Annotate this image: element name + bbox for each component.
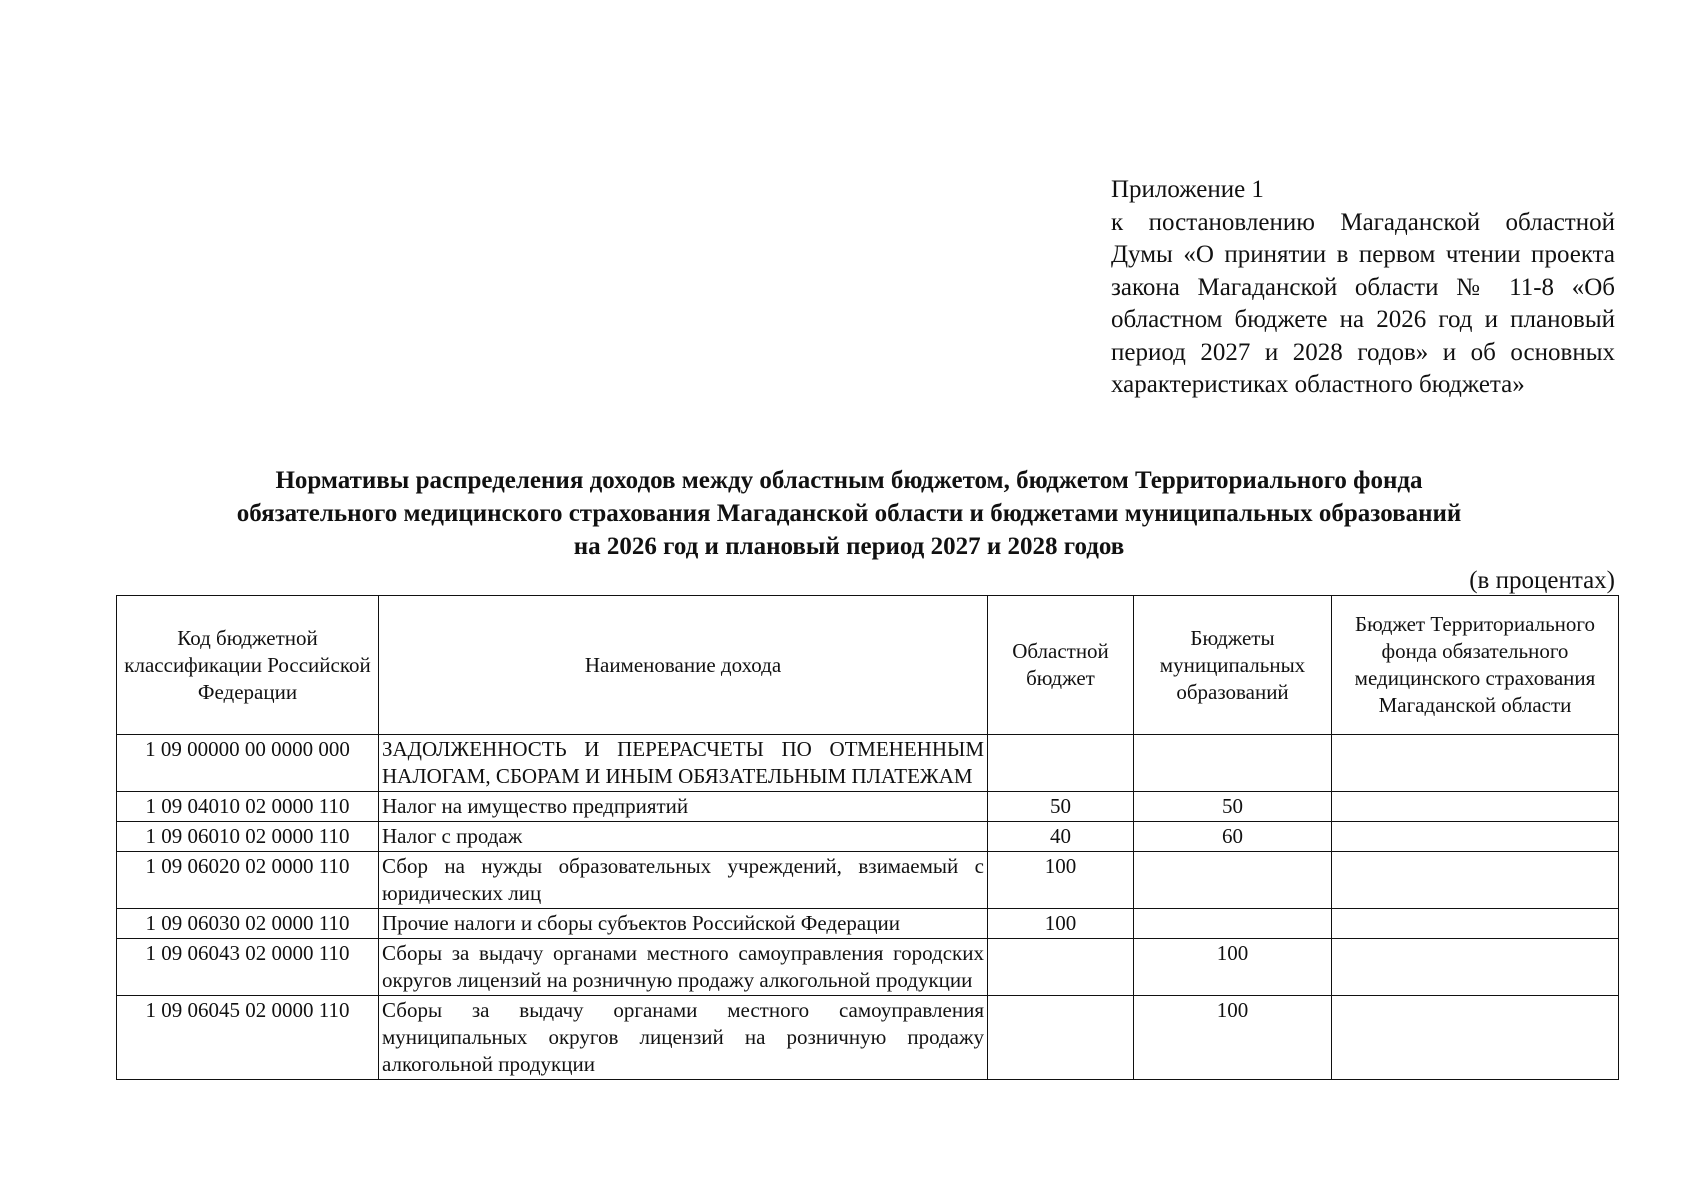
cell-income-name: Налог на имущество предприятий — [379, 792, 988, 822]
cell-municipal — [1134, 909, 1332, 939]
cell-municipal: 100 — [1134, 939, 1332, 996]
cell-fund — [1332, 735, 1619, 792]
cell-municipal: 100 — [1134, 996, 1332, 1080]
units-note: (в процентах) — [1469, 567, 1615, 594]
table-row — [117, 909, 1619, 939]
table-row — [117, 822, 1619, 852]
cell-regional — [988, 996, 1134, 1080]
cell-income-name: Сборы за выдачу органами местного самоуправления муниципальных округов лицензий на розничную продажу алкогольной продукции — [379, 996, 988, 1080]
table-header-row — [117, 596, 1619, 735]
cell-regional: 40 — [988, 822, 1134, 852]
cell-code: 1 09 06043 02 0000 110 — [117, 939, 379, 996]
cell-income-name: Прочие налоги и сборы субъектов Российской Федерации — [379, 909, 988, 939]
cell-regional: 100 — [988, 852, 1134, 909]
table-row — [117, 996, 1619, 1080]
cell-municipal — [1134, 735, 1332, 792]
cell-code: 1 09 06020 02 0000 110 — [117, 852, 379, 909]
cell-code: 1 09 06045 02 0000 110 — [117, 996, 379, 1080]
cell-regional — [988, 939, 1134, 996]
table-row — [117, 852, 1619, 909]
cell-municipal: 50 — [1134, 792, 1332, 822]
header-regional-budget: Областной бюджет — [988, 596, 1134, 735]
cell-municipal: 60 — [1134, 822, 1332, 852]
header-code: Код бюджетной классификации Российской Федерации — [117, 596, 379, 735]
cell-income-name: Сборы за выдачу органами местного самоуправления городских округов лицензий на розничную продажу алкогольной продукции — [379, 939, 988, 996]
cell-regional: 50 — [988, 792, 1134, 822]
table-row — [117, 939, 1619, 996]
cell-municipal — [1134, 852, 1332, 909]
cell-code: 1 09 06010 02 0000 110 — [117, 822, 379, 852]
cell-fund — [1332, 822, 1619, 852]
document-title-line: Нормативы распределения доходов между областным бюджетом, бюджетом Территориального фонда — [275, 467, 1423, 494]
document-title — [100, 464, 1598, 563]
cell-fund — [1332, 939, 1619, 996]
table-row — [117, 792, 1619, 822]
header-municipal-budgets: Бюджеты муниципальных образований — [1134, 596, 1332, 735]
cell-code: 1 09 04010 02 0000 110 — [117, 792, 379, 822]
document-title-line: на 2026 год и плановый период 2027 и 2028 годов — [573, 533, 1125, 560]
cell-fund — [1332, 996, 1619, 1080]
table-row — [117, 735, 1619, 792]
document-title-line: обязательного медицинского страхования Магаданской области и бюджетами муниципальных образований — [236, 500, 1462, 527]
header-income-name: Наименование дохода — [379, 596, 988, 735]
cell-fund — [1332, 909, 1619, 939]
cell-income-name: Налог с продаж — [379, 822, 988, 852]
appendix-title: Приложение 1 — [1111, 176, 1264, 203]
revenue-norms-table — [116, 595, 1619, 1080]
cell-income-name: Сбор на нужды образовательных учреждений, взимаемый с юридических лиц — [379, 852, 988, 909]
cell-regional: 100 — [988, 909, 1134, 939]
cell-code: 1 09 06030 02 0000 110 — [117, 909, 379, 939]
cell-code: 1 09 00000 00 0000 000 — [117, 735, 379, 792]
appendix-block — [1111, 174, 1615, 402]
appendix-text: к постановлению Магаданской областной Думы «О принятии в первом чтении проекта закона Магаданской области № 11-8 «Об областном бюджете на 2026 год и плановый период 2027 и 2028 годов» и об основных характеристиках областного бюджета» — [1111, 208, 1615, 398]
header-fund-budget: Бюджет Территориального фонда обязательного медицинского страхования Магаданской области — [1332, 596, 1619, 735]
cell-fund — [1332, 792, 1619, 822]
cell-regional — [988, 735, 1134, 792]
cell-fund — [1332, 852, 1619, 909]
cell-income-name: ЗАДОЛЖЕННОСТЬ И ПЕРЕРАСЧЕТЫ ПО ОТМЕНЕННЫМ НАЛОГАМ, СБОРАМ И ИНЫМ ОБЯЗАТЕЛЬНЫМ ПЛАТЕЖАМ — [379, 735, 988, 792]
